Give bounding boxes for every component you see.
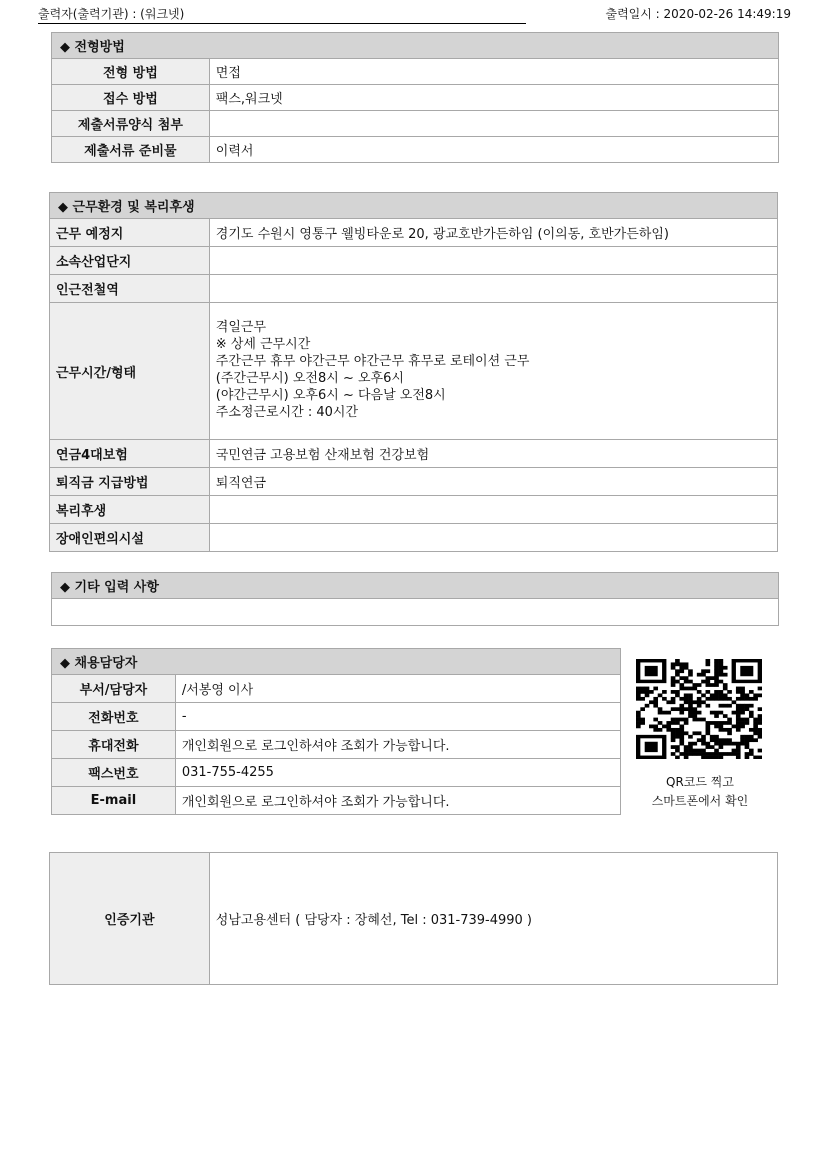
- row-label: 전형 방법: [52, 59, 210, 85]
- welfare-value: [209, 496, 777, 524]
- selection-method-title: ◆ 전형방법: [52, 33, 779, 59]
- table-row: [52, 787, 621, 815]
- row-value: [209, 111, 778, 137]
- table-row: [52, 111, 779, 137]
- table-row: [50, 468, 778, 496]
- certification-table: [49, 852, 778, 985]
- qr-caption: [630, 773, 770, 811]
- phone-value: -: [175, 703, 620, 731]
- disabled-facilities-label: 장애인편의시설: [50, 524, 210, 552]
- severance-label: 퇴직금 지급방법: [50, 468, 210, 496]
- industrial-complex-label: 소속산업단지: [50, 247, 210, 275]
- fax-value: 031-755-4255: [175, 759, 620, 787]
- selection-method-table: [51, 32, 779, 163]
- other-info-value: [52, 599, 779, 626]
- recruiter-table: [51, 648, 621, 815]
- work-hours-line: (주간근무시) 오전8시 ~ 오후6시: [215, 371, 404, 386]
- nearby-station-value: [209, 275, 777, 303]
- table-row: [50, 275, 778, 303]
- table-row: [50, 247, 778, 275]
- work-hours-line: ※ 상세 근무시간: [215, 337, 311, 352]
- work-hours-line: 주간근무 휴무 야간근무 야간근무 휴무로 로테이션 근무: [215, 354, 530, 369]
- disabled-facilities-value: [209, 524, 777, 552]
- severance-value: 퇴직연금: [209, 468, 777, 496]
- certification-value: 성남고용센터 ( 담당자 : 장혜선, Tel : 031-739-4990 ): [209, 853, 777, 985]
- table-row: [52, 759, 621, 787]
- certification-label: 인증기관: [50, 853, 210, 985]
- row-label: 제출서류양식 첨부: [52, 111, 210, 137]
- printer-info: 출력자(출력기관) : (워크넷): [38, 7, 185, 21]
- table-row: [50, 524, 778, 552]
- other-info-title: ◆ 기타 입력 사항: [52, 573, 779, 599]
- qr-caption-line: 스마트폰에서 확인: [651, 794, 749, 808]
- location-label: 근무 예정지: [50, 219, 210, 247]
- table-row: [52, 703, 621, 731]
- header-divider: [38, 23, 526, 24]
- table-row: [50, 219, 778, 247]
- row-label: 접수 방법: [52, 85, 210, 111]
- work-environment-table: [49, 192, 778, 552]
- work-hours-value: [209, 303, 777, 440]
- qr-code-icon: [636, 659, 762, 759]
- insurance-label: 연금4대보험: [50, 440, 210, 468]
- table-row: [50, 496, 778, 524]
- industrial-complex-value: [209, 247, 777, 275]
- location-value: 경기도 수원시 영통구 웰빙타운로 20, 광교호반가든하임 (이의동, 호반가든하임): [209, 219, 777, 247]
- qr-caption-line: QR코드 찍고: [666, 775, 734, 789]
- phone-label: 전화번호: [52, 703, 176, 731]
- other-info-table: [51, 572, 779, 626]
- row-value: 이력서: [209, 137, 778, 163]
- nearby-station-label: 인근전철역: [50, 275, 210, 303]
- row-value: 면접: [209, 59, 778, 85]
- row-value: 팩스,워크넷: [209, 85, 778, 111]
- work-hours-line: (야간근무시) 오후6시 ~ 다음날 오전8시: [215, 388, 446, 403]
- table-row: [52, 675, 621, 703]
- department-value: /서봉영 이사: [175, 675, 620, 703]
- email-label: E-mail: [52, 787, 176, 815]
- mobile-label: 휴대전화: [52, 731, 176, 759]
- mobile-value: 개인회원으로 로그인하셔야 조회가 가능합니다.: [175, 731, 620, 759]
- print-datetime: 출력일시 : 2020-02-26 14:49:19: [605, 7, 791, 21]
- table-row: [50, 440, 778, 468]
- table-row: [50, 303, 778, 440]
- fax-label: 팩스번호: [52, 759, 176, 787]
- email-value: 개인회원으로 로그인하셔야 조회가 가능합니다.: [175, 787, 620, 815]
- table-row: [52, 85, 779, 111]
- table-row: [52, 137, 779, 163]
- print-header: [38, 5, 791, 23]
- recruiter-title: ◆ 채용담당자: [52, 649, 621, 675]
- work-hours-line: 주소정근로시간 : 40시간: [215, 405, 359, 420]
- work-hours-label: 근무시간/형태: [50, 303, 210, 440]
- department-label: 부서/담당자: [52, 675, 176, 703]
- work-environment-title: ◆ 근무환경 및 복리후생: [50, 193, 778, 219]
- row-label: 제출서류 준비물: [52, 137, 210, 163]
- table-row: [52, 731, 621, 759]
- work-hours-line: 격일근무: [215, 320, 267, 335]
- welfare-label: 복리후생: [50, 496, 210, 524]
- table-row: [52, 59, 779, 85]
- insurance-value: 국민연금 고용보험 산재보험 건강보험: [209, 440, 777, 468]
